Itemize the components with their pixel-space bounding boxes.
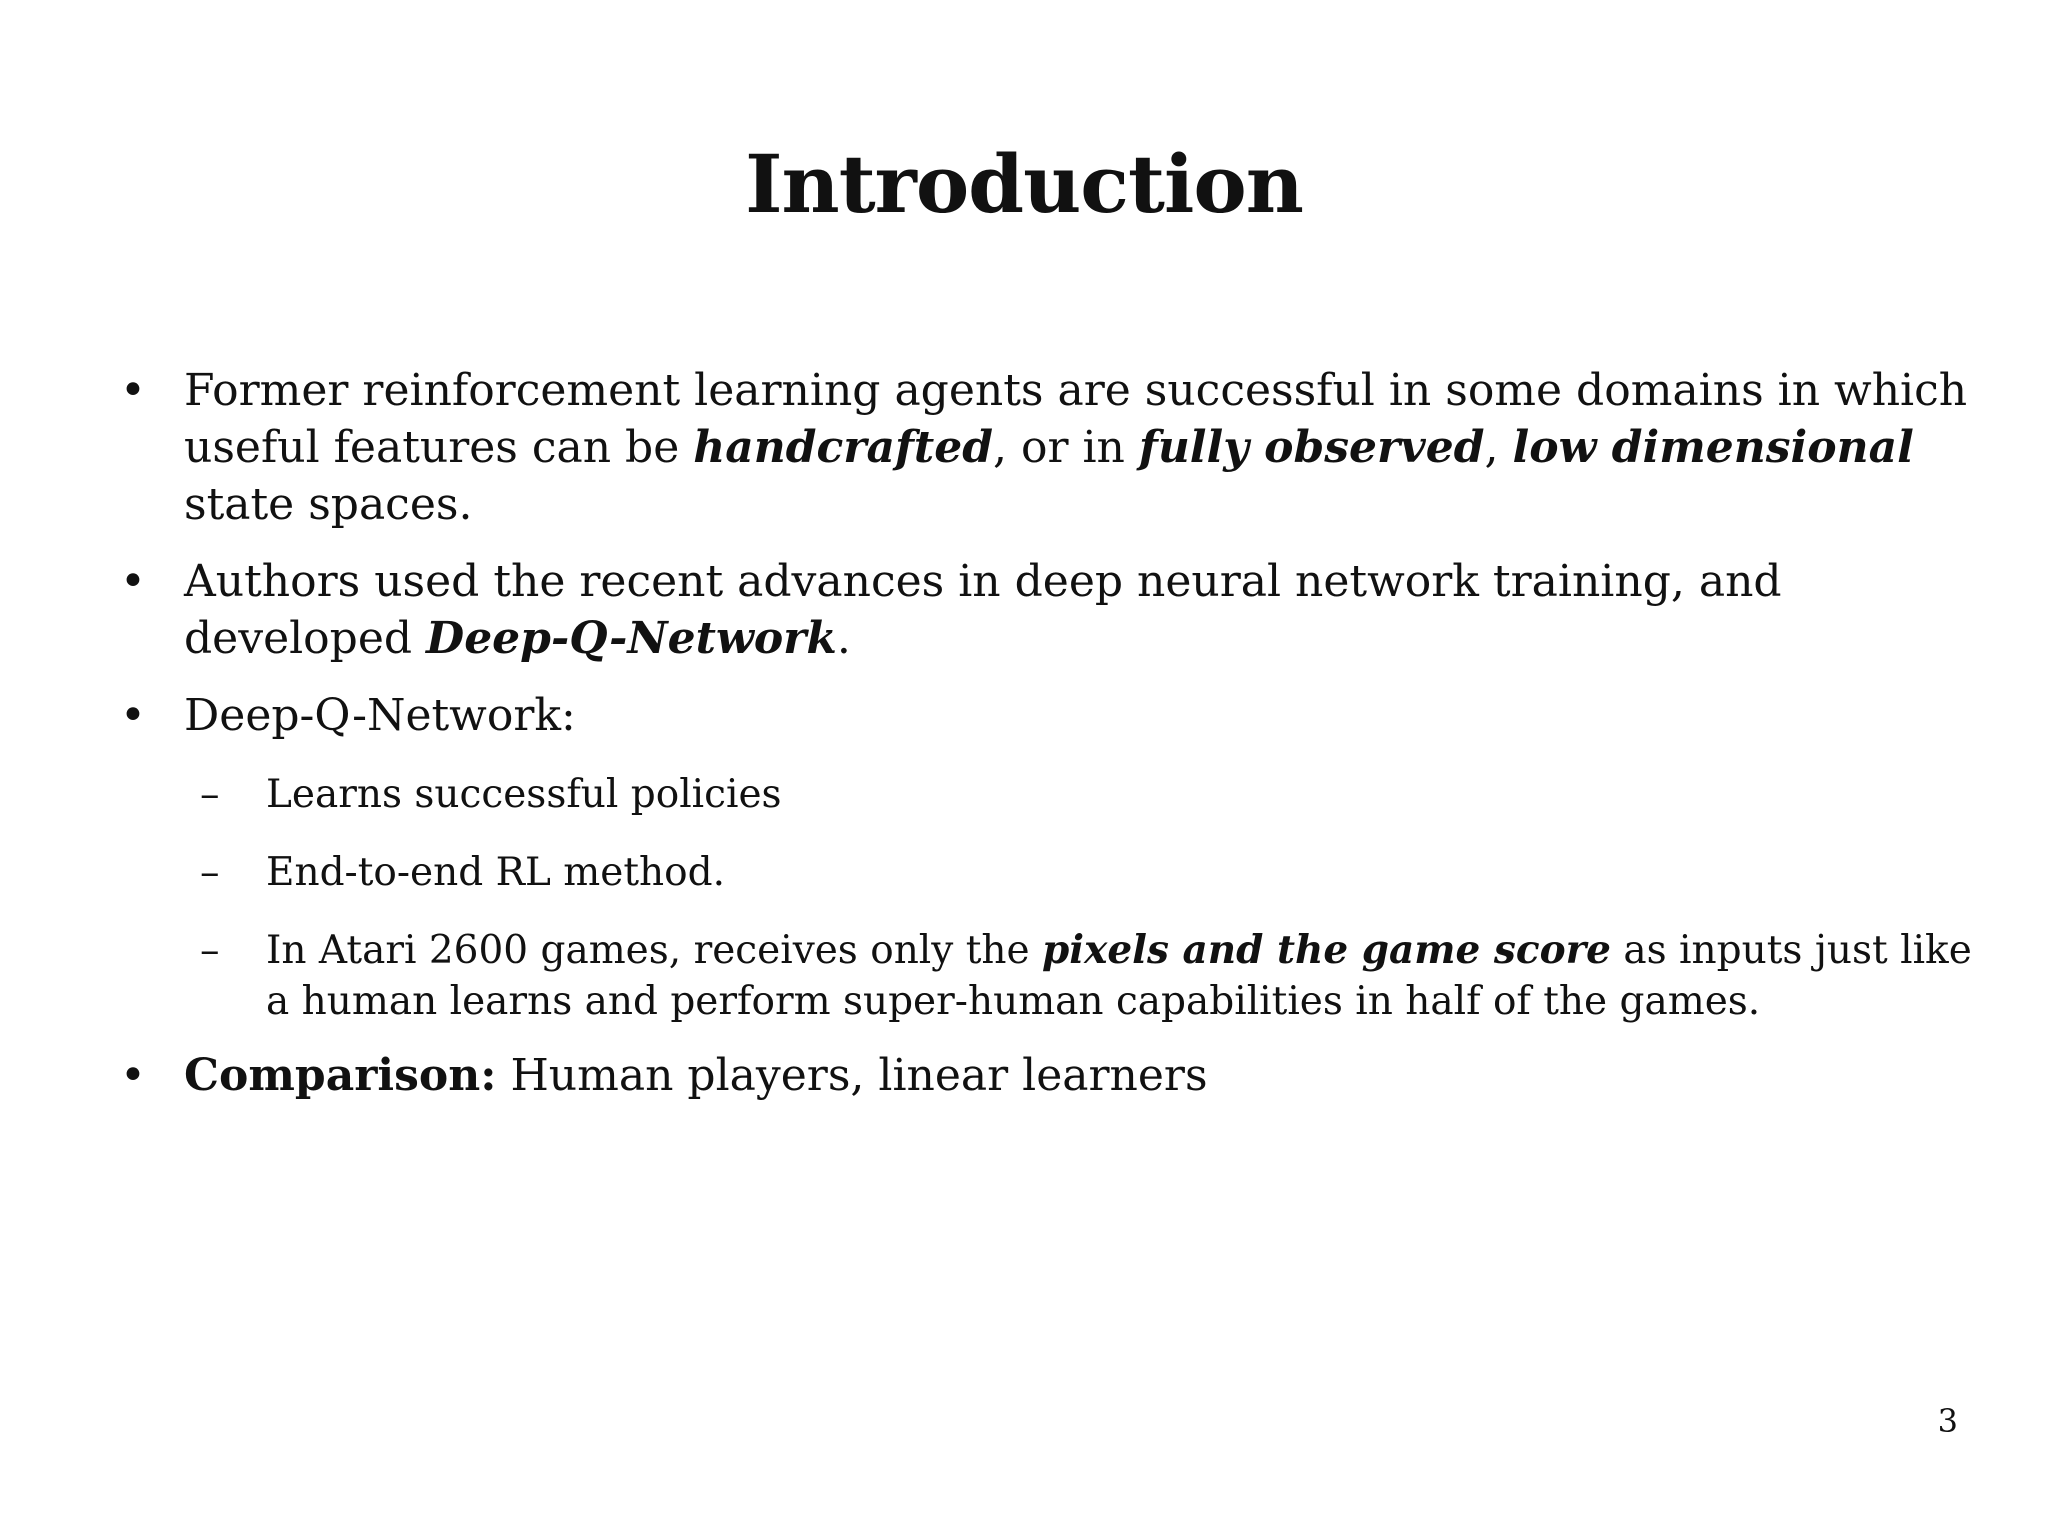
emphasis-text: low dimensional [1512,422,1914,473]
sub-bullet-text: End-to-end RL method. [266,850,725,895]
bullet-text: state spaces. [184,479,473,530]
emphasis-text: Deep-Q-Network [426,613,837,664]
bullet-item [118,362,1978,533]
bullet-text: , or in [993,422,1139,473]
bullet-list [118,362,1978,1124]
emphasis-text: handcrafted [693,422,993,473]
dash-marker: – [200,772,220,817]
bullet-item [118,687,1978,744]
sub-bullet-item [118,769,1978,820]
bullet-text: Deep-Q-Network: [184,690,576,741]
dash-marker: – [200,928,220,973]
bullet-marker: • [120,1050,146,1101]
bullet-marker: • [120,690,146,741]
bullet-marker: • [120,365,146,416]
bullet-text: Human players, linear learners [496,1050,1208,1101]
bullet-item [118,1047,1978,1104]
emphasis-text: fully observed [1138,422,1485,473]
comparison-label: Comparison: [184,1050,497,1101]
slide-title: Introduction [745,137,1303,231]
emphasis-text: pixels and the game score [1041,927,1611,973]
sub-bullet-text: as inputs just like a human learns and perform super-human capabilities in half of the games. [266,928,1972,1024]
bullet-text: Authors used the recent advances in deep neural network training, and developed [184,556,1782,664]
dash-marker: – [200,850,220,895]
sub-bullet-item [118,847,1978,898]
page-number: 3 [1937,1402,1958,1440]
bullet-marker: • [120,556,146,607]
bullet-text: Former reinforcement learning agents are successful in some domains in which useful features can be [184,365,1968,473]
bullet-text: , [1484,422,1513,473]
sub-bullet-text: Learns successful policies [266,772,782,817]
bullet-item [118,553,1978,667]
sub-bullet-item [118,925,1978,1027]
sub-bullet-text: In Atari 2600 games, receives only the [266,928,1042,973]
bullet-text: . [836,613,851,664]
